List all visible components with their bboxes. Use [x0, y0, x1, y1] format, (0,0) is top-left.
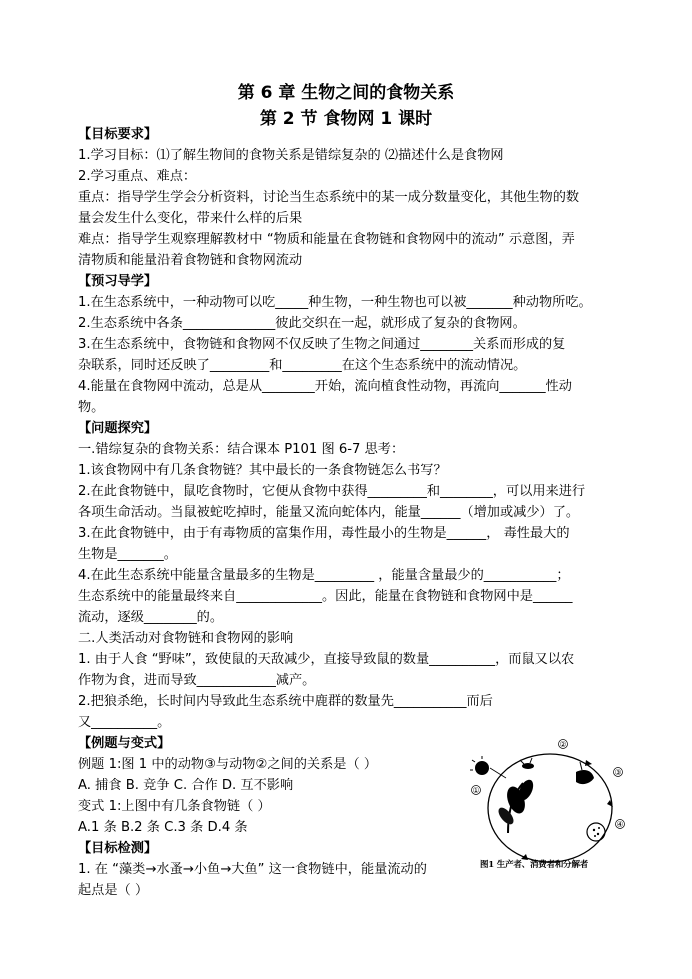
text-line: 一.错综复杂的食物关系：结合课本 P101 图 6-7 思考：	[78, 442, 405, 457]
section-title: 第 2 节 食物网 1 课时	[259, 109, 433, 129]
text-line: A. 捕食 B. 竞争 C. 合作 D. 互不影响	[78, 778, 294, 793]
text-line: 1.学习目标：⑴了解生物间的食物关系是错综复杂的 ⑵描述什么是食物网	[78, 148, 504, 163]
text-line: 2.在此食物链中，鼠吃食物时，它便从食物中获得_________和________，可以用来进行	[78, 484, 586, 499]
text-line: 1.在生态系统中，一种动物可以吃_____种生物，一种生物也可以被_______种动物所吃。	[78, 295, 592, 310]
text-line: 例题 1:图 1 中的动物③与动物②之间的关系是（ ）	[78, 757, 378, 772]
chapter-title: 第 6 章 生物之间的食物关系	[237, 83, 455, 103]
label-3: ③	[614, 768, 622, 777]
heading-check: 【目标检测】	[78, 841, 158, 856]
text-line: 清物质和能量沿着食物链和食物网流动	[78, 253, 303, 268]
label-4: ④	[616, 820, 624, 829]
text-line: 3.在生态系统中，食物链和食物网不仅反映了生物之间通过________关系而形成的复	[78, 337, 566, 352]
text-line: A.1 条 B.2 条 C.3 条 D.4 条	[78, 820, 248, 835]
text-line: 各项生命活动。当鼠被蛇吃掉时，能量又流向蛇体内，能量______（增加或减少）了。	[78, 505, 580, 520]
food-web-figure	[468, 738, 628, 870]
sun-icon	[470, 756, 506, 778]
text-line: 难点：指导学生观察理解教材中 “物质和能量在食物链和食物网中的流动” 示意图，弄	[78, 232, 575, 247]
text-line: 生物是_______。	[78, 547, 177, 562]
text-line: 2.把狼杀绝，长时间内导致此生态系统中鹿群的数量先___________而后	[78, 694, 493, 709]
heading-preview: 【预习导学】	[78, 274, 158, 289]
text-line: 重点：指导学生学会分析资料，讨论当生态系统中的某一成分数量变化，其他生物的数	[78, 190, 580, 205]
label-1: ①	[472, 786, 480, 795]
text-line: 物。	[78, 400, 105, 415]
bird-icon	[576, 762, 594, 784]
plant-icon	[496, 777, 536, 833]
text-line: 1.该食物网中有几条食物链？其中最长的一条食物链怎么书写？	[78, 463, 447, 478]
text-line: 作物为食，进而导致____________减产。	[78, 673, 316, 688]
heading-goals: 【目标要求】	[78, 127, 158, 142]
text-line: 1. 在 “藻类→水蚤→小鱼→大鱼” 这一食物链中，能量流动的	[78, 862, 427, 877]
text-line: 量会发生什么变化，带来什么样的后果	[78, 211, 303, 226]
text-line: 3.在此食物链中，由于有毒物质的富集作用，毒性最小的生物是______， 毒性最大的	[78, 526, 570, 541]
text-line: 杂联系，同时还反映了_________和_________在这个生态系统中的流动情况。	[78, 358, 527, 373]
text-line: 又__________。	[78, 715, 171, 730]
text-line: 起点是（ ）	[78, 883, 149, 898]
cycle-circle	[488, 754, 612, 862]
text-line: 1. 由于人食 “野味”，致使鼠的天敌减少，直接导致鼠的数量__________，而鼠又以农	[78, 652, 575, 667]
text-line: 流动，逐级________的。	[78, 610, 224, 625]
text-line: 2.学习重点、难点：	[78, 169, 197, 184]
label-2: ②	[559, 740, 567, 749]
text-line: 2.生态系统中各条______________彼此交织在一起，就形成了复杂的食物网。	[78, 316, 526, 331]
text-line: 变式 1:上图中有几条食物链（ ）	[78, 799, 271, 814]
heading-inquiry: 【问题探究】	[78, 421, 158, 436]
decomposer-icon	[587, 823, 605, 841]
text-line: 生态系统中的能量最终来自_____________。因此，能量在食物链和食物网中是______	[78, 589, 573, 604]
figure-caption: 图1 生产者、消费者和分解者	[480, 860, 589, 870]
text-line: 二.人类活动对食物链和食物网的影响	[78, 631, 294, 646]
heading-examples: 【例题与变式】	[78, 736, 171, 751]
text-line: 4.能量在食物网中流动，总是从________开始，流向植食性动物，再流向_______性动	[78, 379, 572, 394]
text-line: 4.在此生态系统中能量含量最多的生物是_________ ，能量含量最少的___________；	[78, 568, 570, 583]
